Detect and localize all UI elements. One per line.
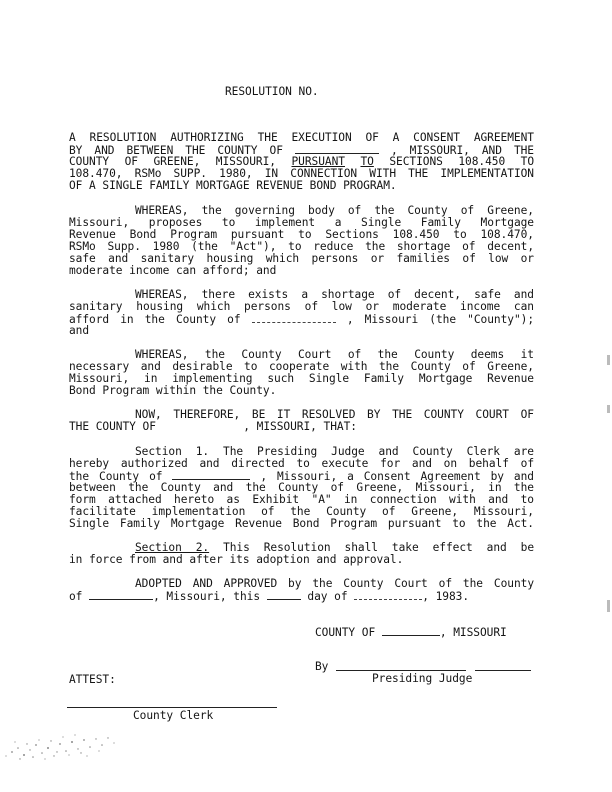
whereas-3-line-3: Missouri, in implementing such Single Family Mortgage Revenue [69, 372, 534, 385]
paragraph-text: , 1983. [422, 590, 470, 603]
heading-text: COUNTY OF GREENE, MISSOURI, [69, 155, 276, 168]
paragraph-text: the County of [69, 470, 163, 483]
signature-line-judge [336, 670, 466, 671]
county-name-blank [252, 313, 336, 323]
whereas-2-line-4: and [69, 324, 90, 337]
whereas-1-line-2: Missouri, proposes to implement a Single Family Mortgage [69, 216, 534, 229]
section-2-line-1 [135, 542, 534, 554]
section-1-line-7: Single Family Mortgage Revenue Bond Program pursuant to the Act. [69, 517, 534, 530]
section-1-line-2: hereby authorized and directed to execute for and on behalf of [69, 457, 534, 470]
county-name-blank [89, 590, 153, 600]
signature-county-line [315, 626, 507, 639]
whereas-2-line-2: sanitary housing which persons of low or moderate income can [69, 300, 534, 313]
presiding-judge-label: Presiding Judge [372, 672, 473, 685]
heading-text-underlined: PURSUANT [291, 155, 345, 168]
heading-text-underlined: TO [360, 155, 374, 168]
whereas-1-line-6: moderate income can afford; and [69, 264, 277, 277]
county-name-blank [295, 144, 379, 154]
section-1-line-5: form attached hereto as Exhibit "A" in connection with and to [69, 493, 534, 506]
whereas-3-line-2: necessary and desirable to cooperate with the County of Greene, [69, 360, 534, 373]
scan-edge-mark [607, 600, 610, 612]
section-2-label: Section 2. [135, 541, 210, 554]
paragraph-text: THE COUNTY OF [69, 420, 156, 433]
county-clerk-label: County Clerk [133, 709, 214, 722]
signature-text: COUNTY OF [315, 626, 376, 639]
heading-line-3 [69, 156, 534, 168]
by-label: By [315, 660, 329, 673]
signature-text: , MISSOURI [439, 626, 507, 639]
heading-line-4: 108.470, RSMo SUPP. 1980, IN CONNECTION WITH THE IMPLEMENTATION [69, 167, 534, 180]
scan-edge-mark [607, 405, 610, 413]
signature-line-judge-extension [475, 670, 531, 671]
whereas-3-line-1: WHEREAS, the County Court of the County deems it [135, 348, 534, 361]
now-therefore-line-1: NOW, THEREFORE, BE IT RESOLVED BY THE COUNTY COURT OF [135, 408, 534, 421]
section-1-line-4: between the County and the County of Greene, Missouri, in the [69, 481, 534, 494]
heading-text: SECTIONS 108.450 TO [389, 155, 535, 168]
paragraph-text: of [69, 590, 83, 603]
document-title: RESOLUTION NO. [225, 85, 319, 98]
attest-label: ATTEST: [69, 673, 116, 686]
day-blank [267, 590, 301, 600]
paragraph-text: This Resolution shall take effect and be [223, 541, 535, 554]
whereas-1-line-3: Revenue Bond Program pursuant to Sections 108.450 to 108.470, [69, 228, 534, 241]
heading-text: , MISSOURI, AND THE [390, 144, 534, 157]
heading-line-1: A RESOLUTION AUTHORIZING THE EXECUTION OF A CONSENT AGREEMENT [69, 131, 534, 144]
section-2-line-2: in force from and after its adoption and approval. [69, 553, 404, 566]
paragraph-text: afford in the County of [69, 313, 241, 326]
month-blank [354, 590, 422, 600]
paragraph-text: , Missouri, this [153, 590, 261, 603]
paragraph-text: day of [307, 590, 348, 603]
paragraph-text: , Missouri (the "County"); [346, 313, 535, 326]
whereas-2-line-1: WHEREAS, there exists a shortage of decent, safe and [135, 288, 534, 301]
now-therefore-line-2 [69, 421, 357, 433]
scan-edge-mark [607, 355, 610, 365]
heading-text: BY AND BETWEEN THE COUNTY OF [69, 144, 283, 157]
whereas-1-line-1: WHEREAS, the governing body of the County of Greene, [135, 204, 534, 217]
paragraph-text: , Missouri, a Consent Agreement by and [260, 470, 534, 483]
whereas-2-line-3 [69, 313, 534, 326]
whereas-1-line-5: safe and sanitary housing which persons or families of low or [69, 252, 534, 265]
whereas-1-line-4: RSMo Supp. 1980 (the "Act"), to reduce the shortage of decent, [69, 240, 534, 253]
scan-noise-artifact [0, 730, 160, 770]
county-name-blank [172, 470, 250, 480]
adopted-line-1: ADOPTED AND APPROVED by the County Court of the County [135, 577, 534, 590]
paragraph-text: , MISSOURI, THAT: [243, 420, 357, 433]
section-1-line-6: facilitate implementation of the County of Greene, Missouri, [69, 505, 534, 518]
section-1-line-1: Section 1. The Presiding Judge and County Clerk are [135, 445, 534, 458]
adopted-line-2 [69, 590, 469, 603]
county-name-blank [382, 626, 440, 636]
heading-line-5: OF A SINGLE FAMILY MORTGAGE REVENUE BOND PROGRAM. [69, 179, 397, 192]
whereas-3-line-4: Bond Program within the County. [69, 384, 277, 397]
signature-line-clerk [67, 707, 277, 708]
